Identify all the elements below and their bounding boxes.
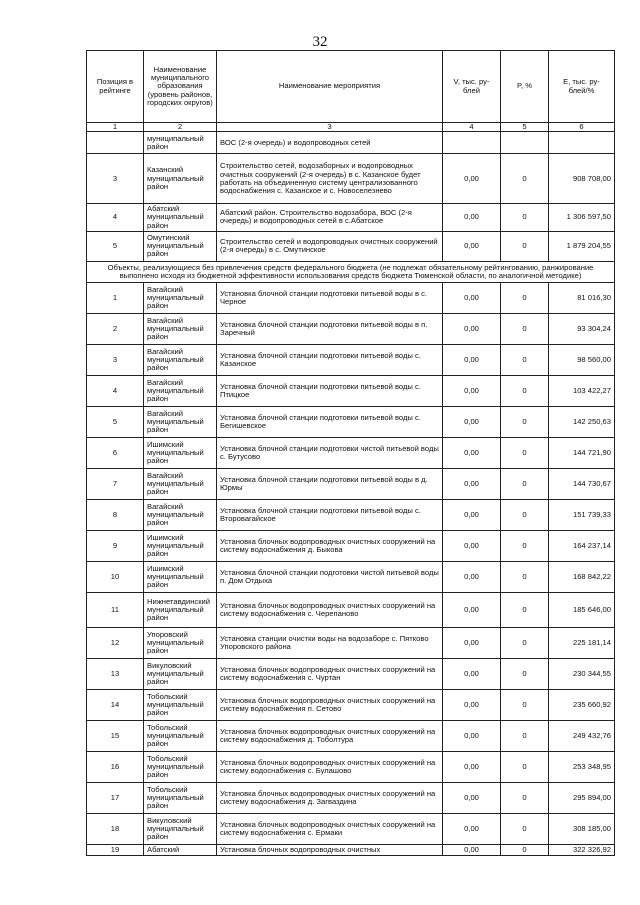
column-index-cell: 6	[549, 123, 615, 132]
v-cell: 0,00	[443, 283, 501, 314]
activity-cell: Установка блочной станции подготовки питьевой воды в п. Заречный	[217, 314, 443, 345]
municipality-cell: Упоровский муниципальный район	[144, 628, 217, 659]
e-cell: 144 730,67	[549, 469, 615, 500]
position-cell: 3	[87, 154, 144, 204]
municipality-cell: Тобольский муниципальный район	[144, 783, 217, 814]
v-cell: 0,00	[443, 721, 501, 752]
e-cell: 144 721,90	[549, 438, 615, 469]
position-cell: 13	[87, 659, 144, 690]
e-cell: 249 432,76	[549, 721, 615, 752]
position-cell: 2	[87, 314, 144, 345]
p-cell: 0	[501, 628, 549, 659]
table-row	[87, 562, 615, 593]
activity-cell: Установка блочной станции подготовки питьевой воды в д. Юрмы	[217, 469, 443, 500]
position-cell: 18	[87, 814, 144, 845]
activity-cell: Установка блочных водопроводных очистных сооружений на систему водоснабжения д. Быкова	[217, 531, 443, 562]
table-row	[87, 314, 615, 345]
municipality-cell: Ишимский муниципальный район	[144, 531, 217, 562]
table-row	[87, 593, 615, 628]
v-cell	[443, 132, 501, 154]
municipality-cell: Вагайский муниципальный район	[144, 500, 217, 531]
v-cell: 0,00	[443, 628, 501, 659]
position-cell: 1	[87, 283, 144, 314]
activity-cell: Установка блочной станции подготовки питьевой воды с. Казанское	[217, 345, 443, 376]
activity-cell: Установка блочной станции подготовки чистой питьевой воды п. Дом Отдыха	[217, 562, 443, 593]
activity-cell: Установка блочных водопроводных очистных сооружений на систему водоснабжения с. Булашово	[217, 752, 443, 783]
position-cell: 3	[87, 345, 144, 376]
table-body-after	[87, 283, 615, 856]
p-cell: 0	[501, 752, 549, 783]
column-index-cell: 1	[87, 123, 144, 132]
position-cell: 17	[87, 783, 144, 814]
e-cell: 98 560,00	[549, 345, 615, 376]
municipality-cell: Абатский муниципальный район	[144, 204, 217, 232]
table-header-row	[87, 51, 615, 123]
position-cell: 16	[87, 752, 144, 783]
activity-cell: Установка блочной станции подготовки питьевой воды с. Птицкое	[217, 376, 443, 407]
e-cell: 225 181,14	[549, 628, 615, 659]
activity-cell: Строительство сетей и водопроводных очистных сооружений (2-я очередь) в с. Омутинское	[217, 231, 443, 261]
v-cell: 0,00	[443, 752, 501, 783]
municipality-cell: Тобольский муниципальный район	[144, 721, 217, 752]
table-row	[87, 438, 615, 469]
table-row	[87, 283, 615, 314]
table-row	[87, 132, 615, 154]
v-cell: 0,00	[443, 845, 501, 856]
position-cell: 9	[87, 531, 144, 562]
p-cell: 0	[501, 376, 549, 407]
activity-cell: Установка станции очистки воды на водозаборе с. Пятково Упоровского района	[217, 628, 443, 659]
position-cell	[87, 132, 144, 154]
e-cell: 142 250,63	[549, 407, 615, 438]
table-row	[87, 407, 615, 438]
e-cell: 103 422,27	[549, 376, 615, 407]
position-cell: 10	[87, 562, 144, 593]
v-cell: 0,00	[443, 783, 501, 814]
municipality-cell: Омутинский муниципальный район	[144, 231, 217, 261]
position-cell: 5	[87, 407, 144, 438]
header-v: V, тыс. ру-блей	[443, 51, 501, 123]
municipality-cell: Тобольский муниципальный район	[144, 752, 217, 783]
table-row	[87, 345, 615, 376]
activity-cell: Установка блочной станции подготовки питьевой воды в с. Черное	[217, 283, 443, 314]
municipality-cell: Казанский муниципальный район	[144, 154, 217, 204]
p-cell: 0	[501, 845, 549, 856]
table-row	[87, 659, 615, 690]
v-cell: 0,00	[443, 204, 501, 232]
municipality-cell: муниципальный район	[144, 132, 217, 154]
activity-cell: Установка блочных водопроводных очистных сооружений на систему водоснабжения с. Ермаки	[217, 814, 443, 845]
municipality-cell: Вагайский муниципальный район	[144, 283, 217, 314]
v-cell: 0,00	[443, 500, 501, 531]
rating-table	[86, 50, 615, 856]
municipality-cell: Вагайский муниципальный район	[144, 376, 217, 407]
position-cell: 19	[87, 845, 144, 856]
e-cell: 81 016,30	[549, 283, 615, 314]
column-index-cell: 5	[501, 123, 549, 132]
municipality-cell: Вагайский муниципальный район	[144, 345, 217, 376]
e-cell: 322 326,92	[549, 845, 615, 856]
table-row	[87, 783, 615, 814]
p-cell: 0	[501, 593, 549, 628]
position-cell: 6	[87, 438, 144, 469]
municipality-cell: Викуловский муниципальный район	[144, 659, 217, 690]
activity-cell: Абатский район. Строительство водозабора, ВОС (2-я очередь) и водопроводных сетей в с.Абатское	[217, 204, 443, 232]
column-index-row	[87, 123, 615, 132]
p-cell: 0	[501, 438, 549, 469]
column-index-cell: 2	[144, 123, 217, 132]
p-cell: 0	[501, 283, 549, 314]
activity-cell: Установка блочной станции подготовки чистой питьевой воды с. Бутусово	[217, 438, 443, 469]
v-cell: 0,00	[443, 345, 501, 376]
table-row	[87, 376, 615, 407]
v-cell: 0,00	[443, 231, 501, 261]
header-e: E, тыс. ру-блей/%	[549, 51, 615, 123]
column-index-cell: 3	[217, 123, 443, 132]
p-cell: 0	[501, 345, 549, 376]
activity-cell: Установка блочных водопроводных очистных сооружений на систему водоснабжения п. Сетово	[217, 690, 443, 721]
p-cell: 0	[501, 659, 549, 690]
p-cell: 0	[501, 690, 549, 721]
table-body-before	[87, 132, 615, 262]
municipality-cell: Тобольский муниципальный район	[144, 690, 217, 721]
activity-cell: Установка блочной станции подготовки питьевой воды с. Бегишевское	[217, 407, 443, 438]
position-cell: 4	[87, 204, 144, 232]
section-note-row	[87, 261, 615, 282]
table-row	[87, 469, 615, 500]
page-number: 32	[312, 34, 328, 50]
activity-cell: Установка блочной станции подготовки питьевой воды с. Второвагайское	[217, 500, 443, 531]
v-cell: 0,00	[443, 438, 501, 469]
v-cell: 0,00	[443, 154, 501, 204]
municipality-cell: Викуловский муниципальный район	[144, 814, 217, 845]
header-municipality: Наименование муниципального образования (уровень районов, городских округов)	[144, 51, 217, 123]
v-cell: 0,00	[443, 814, 501, 845]
municipality-cell: Абатский	[144, 845, 217, 856]
table-row	[87, 231, 615, 261]
table-row	[87, 690, 615, 721]
e-cell: 235 660,92	[549, 690, 615, 721]
v-cell: 0,00	[443, 407, 501, 438]
v-cell: 0,00	[443, 562, 501, 593]
e-cell: 253 348,95	[549, 752, 615, 783]
position-cell: 8	[87, 500, 144, 531]
e-cell: 1 879 204,55	[549, 231, 615, 261]
activity-cell: ВОС (2-я очередь) и водопроводных сетей	[217, 132, 443, 154]
table-row	[87, 500, 615, 531]
table-row	[87, 814, 615, 845]
e-cell: 164 237,14	[549, 531, 615, 562]
v-cell: 0,00	[443, 314, 501, 345]
activity-cell: Установка блочных водопроводных очистных сооружений на систему водоснабжения д. Тоболтура	[217, 721, 443, 752]
e-cell: 295 894,00	[549, 783, 615, 814]
p-cell: 0	[501, 231, 549, 261]
e-cell: 93 304,24	[549, 314, 615, 345]
activity-cell: Установка блочных водопроводных очистных сооружений на систему водоснабжения д. Загваздина	[217, 783, 443, 814]
e-cell: 185 646,00	[549, 593, 615, 628]
section-note-body	[87, 261, 615, 282]
v-cell: 0,00	[443, 593, 501, 628]
p-cell: 0	[501, 531, 549, 562]
table-row	[87, 845, 615, 856]
position-cell: 7	[87, 469, 144, 500]
header-position: Позиция в рейтинге	[87, 51, 144, 123]
table-row	[87, 628, 615, 659]
municipality-cell: Ишимский муниципальный район	[144, 438, 217, 469]
e-cell	[549, 132, 615, 154]
p-cell: 0	[501, 314, 549, 345]
p-cell: 0	[501, 407, 549, 438]
p-cell: 0	[501, 562, 549, 593]
activity-cell: Установка блочных водопроводных очистных сооружений на систему водоснабжения с. Чуртан	[217, 659, 443, 690]
e-cell: 168 842,22	[549, 562, 615, 593]
position-cell: 15	[87, 721, 144, 752]
e-cell: 1 306 597,50	[549, 204, 615, 232]
municipality-cell: Вагайский муниципальный район	[144, 469, 217, 500]
v-cell: 0,00	[443, 659, 501, 690]
table-row	[87, 721, 615, 752]
p-cell	[501, 132, 549, 154]
header-activity: Наименование мероприятия	[217, 51, 443, 123]
header-p: P, %	[501, 51, 549, 123]
p-cell: 0	[501, 154, 549, 204]
position-cell: 14	[87, 690, 144, 721]
p-cell: 0	[501, 204, 549, 232]
e-cell: 230 344,55	[549, 659, 615, 690]
table-row	[87, 204, 615, 232]
table-row	[87, 531, 615, 562]
activity-cell: Строительство сетей, водозаборных и водопроводных очистных сооружений (2-я очередь) в с. Казанское будет работать на объединенную систему централизованного водоснабжения с. Казанское и с. Новоселезнево	[217, 154, 443, 204]
position-cell: 11	[87, 593, 144, 628]
position-cell: 4	[87, 376, 144, 407]
e-cell: 151 739,33	[549, 500, 615, 531]
table-row	[87, 154, 615, 204]
p-cell: 0	[501, 500, 549, 531]
p-cell: 0	[501, 721, 549, 752]
v-cell: 0,00	[443, 531, 501, 562]
municipality-cell: Вагайский муниципальный район	[144, 407, 217, 438]
activity-cell: Установка блочных водопроводных очистных сооружений на систему водоснабжения с. Черепаново	[217, 593, 443, 628]
p-cell: 0	[501, 814, 549, 845]
table-row	[87, 752, 615, 783]
municipality-cell: Ишимский муниципальный район	[144, 562, 217, 593]
section-note: Объекты, реализующиеся без привлечения средств федерального бюджета (не подлежат обязательному рейтингованию, ранжирование выполнено исходя из бюджетной эффективности использования средств бюджета Тюменской области, по аналогичной методике)	[87, 261, 615, 282]
municipality-cell: Вагайский муниципальный район	[144, 314, 217, 345]
municipality-cell: Нижнетавдинский муниципальный район	[144, 593, 217, 628]
p-cell: 0	[501, 469, 549, 500]
v-cell: 0,00	[443, 690, 501, 721]
activity-cell: Установка блочных водопроводных очистных	[217, 845, 443, 856]
position-cell: 12	[87, 628, 144, 659]
column-index-cell: 4	[443, 123, 501, 132]
position-cell: 5	[87, 231, 144, 261]
e-cell: 308 185,00	[549, 814, 615, 845]
v-cell: 0,00	[443, 376, 501, 407]
p-cell: 0	[501, 783, 549, 814]
v-cell: 0,00	[443, 469, 501, 500]
e-cell: 908 708,00	[549, 154, 615, 204]
